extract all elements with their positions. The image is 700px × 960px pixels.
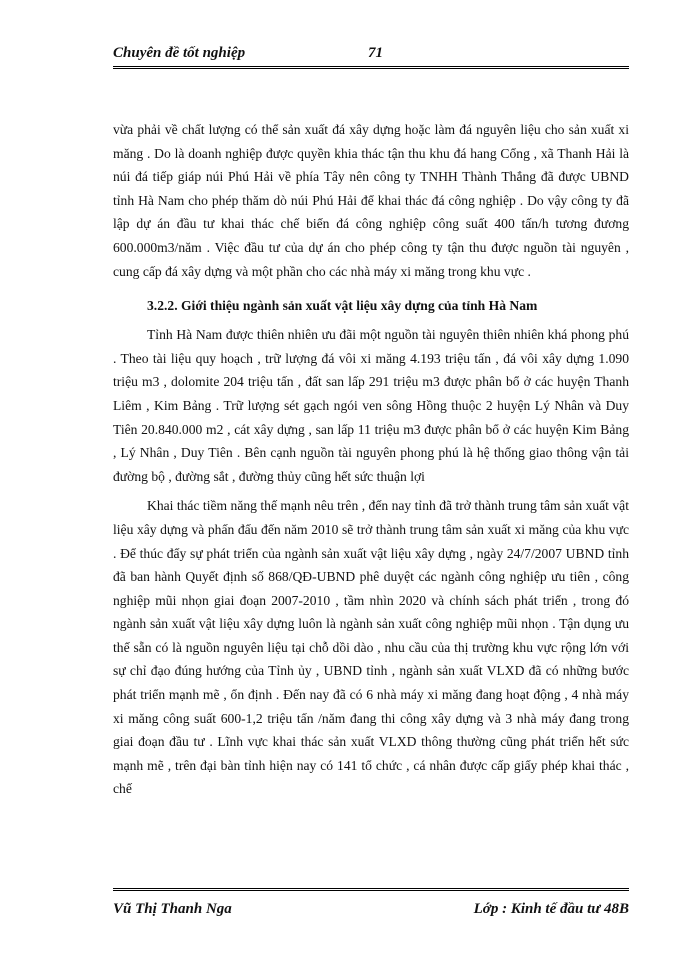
page-footer: [113, 888, 629, 923]
section-heading: 3.2.2. Giới thiệu ngành sản xuất vật liệu xây dựng của tỉnh Hà Nam: [147, 298, 538, 314]
paragraph-resources: Tỉnh Hà Nam được thiên nhiên ưu đãi một nguồn tài nguyên thiên nhiên khá phong phú . Theo tài liệu quy hoạch , trữ lượng đá vôi xi măng 4.193 triệu tấn , đá vôi xây dựng 1.090 triệu m3 , dolomite 204 triệu tấn , đất san lấp 291 triệu m3 được phân bổ ở các huyện Thanh Liêm , Kim Bảng . Trữ lượng sét gạch ngói ven sông Hồng thuộc 2 huyện Lý Nhân và Duy Tiên 20.840.000 m2 , cát xây dựng , san lấp 11 triệu m3 được phân bổ ở các huyện Kim Bảng , Lý Nhân , Duy Tiên . Bên cạnh nguồn tài nguyên phong phú là hệ thống giao thông vận tải đường bộ , đường sắt , đường thủy cũng hết sức thuận lợi: [113, 327, 629, 484]
paragraph-continuation: vừa phải về chất lượng có thể sản xuất đá xây dựng hoặc làm đá nguyên liệu cho sản xuất xi măng . Do là doanh nghiệp được quyền khia thác tận thu khu đá hang Cổng , xã Thanh Hải là núi đá tiếp giáp núi Phú Hải về phía Tây nên công ty TNHH Thành Thắng đã được UBND tỉnh Hà Nam cho phép thăm dò núi Phú Hải để khai thác đá công nghiệp . Do vậy công ty đã lập dự án đầu tư khai thác chế biến đá công nghiệp công suất 400 tấn/h tương đương 600.000m3/năm . Việc đầu tư của dự án cho phép công ty tận thu được nguồn tài nguyên , cung cấp đá xây dựng và một phần cho các nhà máy xi măng trong khu vực .: [113, 122, 629, 279]
author-name: Vũ Thị Thanh Nga: [113, 901, 232, 917]
paragraph-development: Khai thác tiềm năng thế mạnh nêu trên , đến nay tỉnh đã trở thành trung tâm sản xuất vật liệu xây dựng và phấn đấu đến năm 2010 sẽ trở thành trung tâm sản xuất xi măng của khu vực . Để thúc đẩy sự phát triển của ngành sản xuất vật liệu xây dựng , ngày 24/7/2007 UBND tỉnh đã ban hành Quyết định số 868/QĐ-UBND phê duyệt các ngành công nghiệp ưu tiên , công nghiệp mũi nhọn giai đoạn 2007-2010 , tầm nhìn 2020 và chính sách phát triển , trong đó ngành sản xuất vật liệu xây dựng luôn là ngành sản xuất công nghiệp mũi nhọn . Tận dụng ưu thế sẵn có là nguồn nguyên liệu tại chỗ dồi dào , nhu cầu của thị trường khu vực rộng lớn với sự chỉ đạo đúng hướng của Tỉnh ủy , UBND tỉnh , ngành sản xuất VLXD đã có những bước phát triển mạnh mẽ , ổn định . Đến nay đã có 6 nhà máy xi măng đang hoạt động , 4 nhà máy xi măng công suất 600-1,2 triệu tấn /năm đang thi công xây dựng và 3 nhà máy đang trong giai đoạn đầu tư . Lĩnh vực khai thác sản xuất VLXD thông thường cũng phát triển hết sức mạnh mẽ , trên đại bàn tỉnh hiện nay có 141 tổ chức , cá nhân được cấp giấy phép khai thác , chế: [113, 498, 629, 797]
class-label: Lớp : Kinh tế đầu tư 48B: [473, 901, 629, 917]
page-body: [113, 118, 629, 801]
page-header: [113, 40, 629, 69]
document-title: Chuyên đề tốt nghiệp: [113, 45, 246, 61]
page-number: 71: [368, 45, 383, 61]
